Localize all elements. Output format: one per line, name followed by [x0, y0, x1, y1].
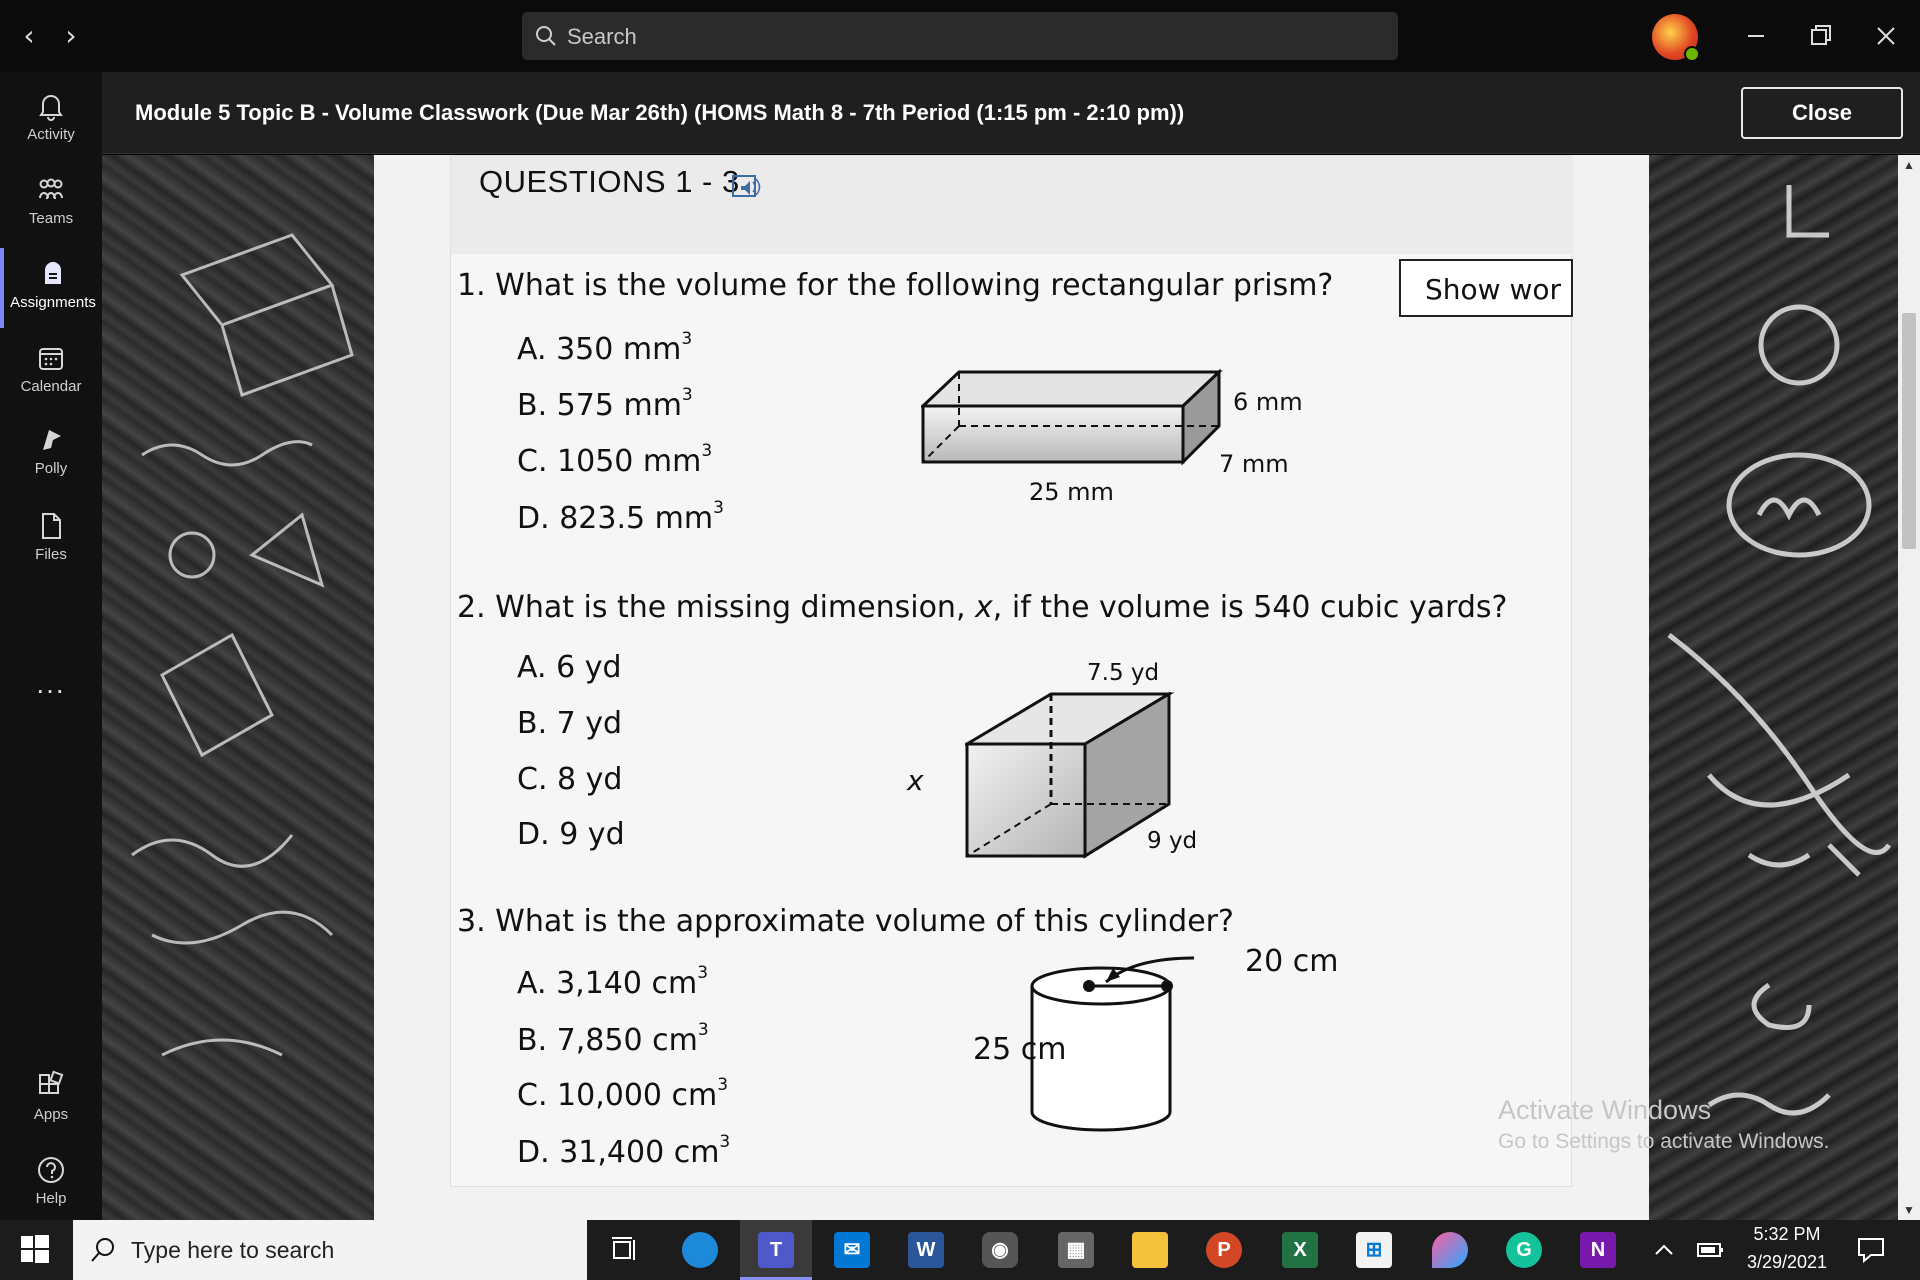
rail-label: Files — [35, 546, 67, 563]
option-value: 7 yd — [556, 706, 623, 741]
question-3: 3. What is the approximate volume of this cylinder? — [457, 904, 1234, 939]
bell-icon — [35, 90, 67, 122]
prism-height-label: 6 mm — [1233, 388, 1303, 416]
notification-icon[interactable] — [1856, 1236, 1886, 1264]
option-value: 1050 mm — [557, 444, 702, 479]
worksheet — [450, 155, 1572, 1187]
option-letter: B. — [517, 1023, 548, 1058]
option-value: 575 mm — [556, 388, 682, 423]
option-letter: C. — [517, 1078, 548, 1113]
watermark-title: Activate Windows — [1498, 1095, 1712, 1125]
edge-icon[interactable] — [664, 1220, 736, 1280]
option-value: 7,850 cm — [556, 1023, 698, 1058]
paint-icon[interactable] — [1414, 1220, 1486, 1280]
prism-depth-label: 7 mm — [1219, 450, 1289, 478]
scroll-thumb[interactable] — [1902, 313, 1916, 549]
search-icon — [534, 24, 558, 48]
option-letter: C. — [517, 762, 548, 797]
polly-icon — [35, 424, 67, 456]
back-arrow-icon[interactable]: ‹ — [23, 19, 35, 52]
avatar[interactable] — [1652, 14, 1698, 60]
q2-option-a[interactable] — [517, 650, 622, 685]
clock-time[interactable]: 5:32 PM — [1753, 1224, 1821, 1244]
option-value: 9 yd — [559, 817, 625, 852]
search-input[interactable] — [522, 12, 1398, 60]
rail-label: Help — [35, 1190, 67, 1207]
teams-taskbar-icon[interactable]: T — [740, 1220, 812, 1280]
word-icon[interactable]: W — [890, 1220, 962, 1280]
option-letter: D. — [517, 501, 550, 536]
rail-label: Apps — [33, 1106, 69, 1123]
show-work-button[interactable] — [1399, 259, 1573, 317]
chalkboard-background-left — [102, 155, 374, 1220]
question-variable: x — [975, 590, 993, 625]
option-exponent: 3 — [681, 329, 693, 349]
option-value: 8 yd — [557, 762, 623, 797]
q1-option-b[interactable] — [517, 385, 693, 423]
windows-start-icon[interactable] — [20, 1234, 50, 1264]
battery-icon[interactable] — [1696, 1238, 1726, 1262]
option-exponent: 3 — [717, 1075, 729, 1095]
more-apps-icon[interactable]: ... — [36, 668, 66, 699]
q3-option-c[interactable] — [517, 1075, 729, 1113]
option-value: 31,400 cm — [559, 1135, 720, 1170]
calendar-icon — [35, 342, 67, 374]
chalkboard-background-right — [1649, 155, 1900, 1220]
task-view-icon[interactable] — [588, 1220, 660, 1280]
scroll-down-icon[interactable]: ▼ — [1903, 1203, 1915, 1217]
option-letter: D. — [517, 817, 550, 852]
cube-top-label: 7.5 yd — [1087, 660, 1160, 686]
taskbar-search-placeholder: Type here to search — [131, 1237, 335, 1263]
rail-label: Teams — [28, 210, 74, 227]
worksheet-page — [374, 155, 1649, 1220]
prism-length-label: 25 mm — [1029, 478, 1114, 506]
minimize-icon[interactable] — [1734, 16, 1778, 56]
rail-item-assignments[interactable] — [0, 248, 102, 328]
rail-label: Activity — [27, 126, 75, 143]
powerpoint-icon[interactable]: P — [1188, 1220, 1260, 1280]
close-window-icon[interactable] — [1864, 16, 1908, 56]
cylinder-height-label: 25 cm — [973, 1032, 1067, 1067]
chalk-drawings — [1649, 155, 1900, 1220]
rail-label: Calendar — [20, 378, 82, 395]
restore-icon[interactable] — [1798, 16, 1842, 56]
option-exponent: 3 — [681, 385, 693, 405]
q2-option-c[interactable] — [517, 762, 622, 797]
scroll-up-icon[interactable]: ▲ — [1903, 158, 1915, 172]
rail-item-apps[interactable] — [0, 1060, 102, 1140]
grammarly-icon[interactable]: G — [1488, 1220, 1560, 1280]
worksheet-header — [451, 156, 1573, 254]
scrollbar[interactable] — [1898, 155, 1920, 1220]
rectangular-prism-figure — [921, 366, 1231, 476]
option-letter: C. — [517, 444, 548, 479]
rail-item-activity[interactable] — [0, 80, 102, 160]
option-letter: A. — [517, 332, 547, 367]
forward-arrow-icon[interactable]: › — [65, 19, 77, 52]
rail-item-polly[interactable] — [0, 414, 102, 494]
option-value: 3,140 cm — [556, 966, 698, 1001]
q1-option-a[interactable] — [517, 329, 693, 367]
watermark-subtitle: Go to Settings to activate Windows. — [1498, 1130, 1830, 1153]
rail-label: Assignments — [10, 294, 96, 311]
assignment-title: Module 5 Topic B - Volume Classwork (Due Mar 26th) (HOMS Math 8 - 7th Period (1:15 pm - 2:10 pm)) — [135, 100, 1185, 125]
option-value: 350 mm — [556, 332, 682, 367]
close-button[interactable]: Close — [1741, 87, 1903, 139]
file-explorer-icon[interactable] — [1114, 1220, 1186, 1280]
apps-icon — [35, 1070, 67, 1102]
option-value: 823.5 mm — [559, 501, 714, 536]
option-exponent: 3 — [697, 1020, 709, 1040]
excel-icon[interactable]: X — [1264, 1220, 1336, 1280]
option-exponent: 3 — [697, 963, 709, 983]
onenote-icon[interactable]: N — [1562, 1220, 1634, 1280]
store-icon[interactable]: ⊞ — [1338, 1220, 1410, 1280]
cube-depth-label: 9 yd — [1147, 828, 1198, 854]
q3-option-b[interactable] — [517, 1020, 709, 1058]
option-value: 10,000 cm — [557, 1078, 718, 1113]
cube-side-label: x — [907, 764, 924, 797]
camera-icon[interactable]: ◉ — [964, 1220, 1036, 1280]
read-aloud-icon[interactable] — [731, 172, 763, 202]
presence-badge — [1684, 46, 1700, 62]
question-text: , if the volume is 540 cubic yards? — [992, 590, 1508, 625]
option-exponent: 3 — [713, 498, 724, 518]
app-rail — [0, 72, 102, 1220]
assignments-icon — [37, 258, 69, 290]
option-letter: A. — [517, 650, 547, 685]
teams-icon — [35, 174, 67, 206]
rail-label: Polly — [34, 460, 68, 477]
taskbar — [0, 1220, 1920, 1280]
question-1: 1. What is the volume for the following rectangular prism? — [457, 268, 1334, 303]
chalk-drawings — [102, 155, 374, 1220]
help-icon — [35, 1154, 67, 1186]
question-text: 2. What is the missing dimension, — [457, 590, 976, 625]
option-exponent: 3 — [701, 441, 713, 461]
q1-option-d[interactable] — [517, 498, 724, 536]
clock-date[interactable]: 3/29/2021 — [1746, 1252, 1828, 1272]
mail-icon[interactable]: ✉ — [816, 1220, 888, 1280]
q1-option-c[interactable] — [517, 441, 713, 479]
taskbar-search-input[interactable] — [73, 1220, 587, 1280]
document-viewer — [102, 155, 1900, 1220]
search-icon — [89, 1236, 117, 1264]
show-work-label: Show wor — [1425, 273, 1561, 306]
calculator-icon[interactable]: ▦ — [1040, 1220, 1112, 1280]
rail-item-help[interactable] — [0, 1144, 102, 1224]
activate-windows-watermark — [1498, 1095, 1830, 1154]
file-icon — [35, 510, 67, 542]
rail-item-calendar[interactable] — [0, 332, 102, 412]
option-letter: A. — [517, 966, 547, 1001]
q3-option-a[interactable] — [517, 963, 709, 1001]
question-2 — [457, 590, 1507, 625]
search-placeholder: Search — [567, 24, 637, 49]
rail-item-files[interactable] — [0, 500, 102, 580]
option-letter: B. — [517, 706, 548, 741]
q2-option-b[interactable] — [517, 706, 622, 741]
option-exponent: 3 — [719, 1132, 731, 1152]
title-bar — [0, 0, 1920, 72]
cylinder-diameter-label: 20 cm — [1245, 944, 1339, 979]
option-value: 6 yd — [556, 650, 622, 685]
q2-option-d[interactable] — [517, 817, 625, 852]
worksheet-heading: QUESTIONS 1 - 3 — [479, 164, 740, 199]
chevron-up-icon[interactable] — [1652, 1240, 1676, 1260]
rail-item-teams[interactable] — [0, 164, 102, 244]
assignment-header — [102, 72, 1920, 154]
q3-option-d[interactable] — [517, 1132, 731, 1170]
option-letter: B. — [517, 388, 548, 423]
option-letter: D. — [517, 1135, 550, 1170]
